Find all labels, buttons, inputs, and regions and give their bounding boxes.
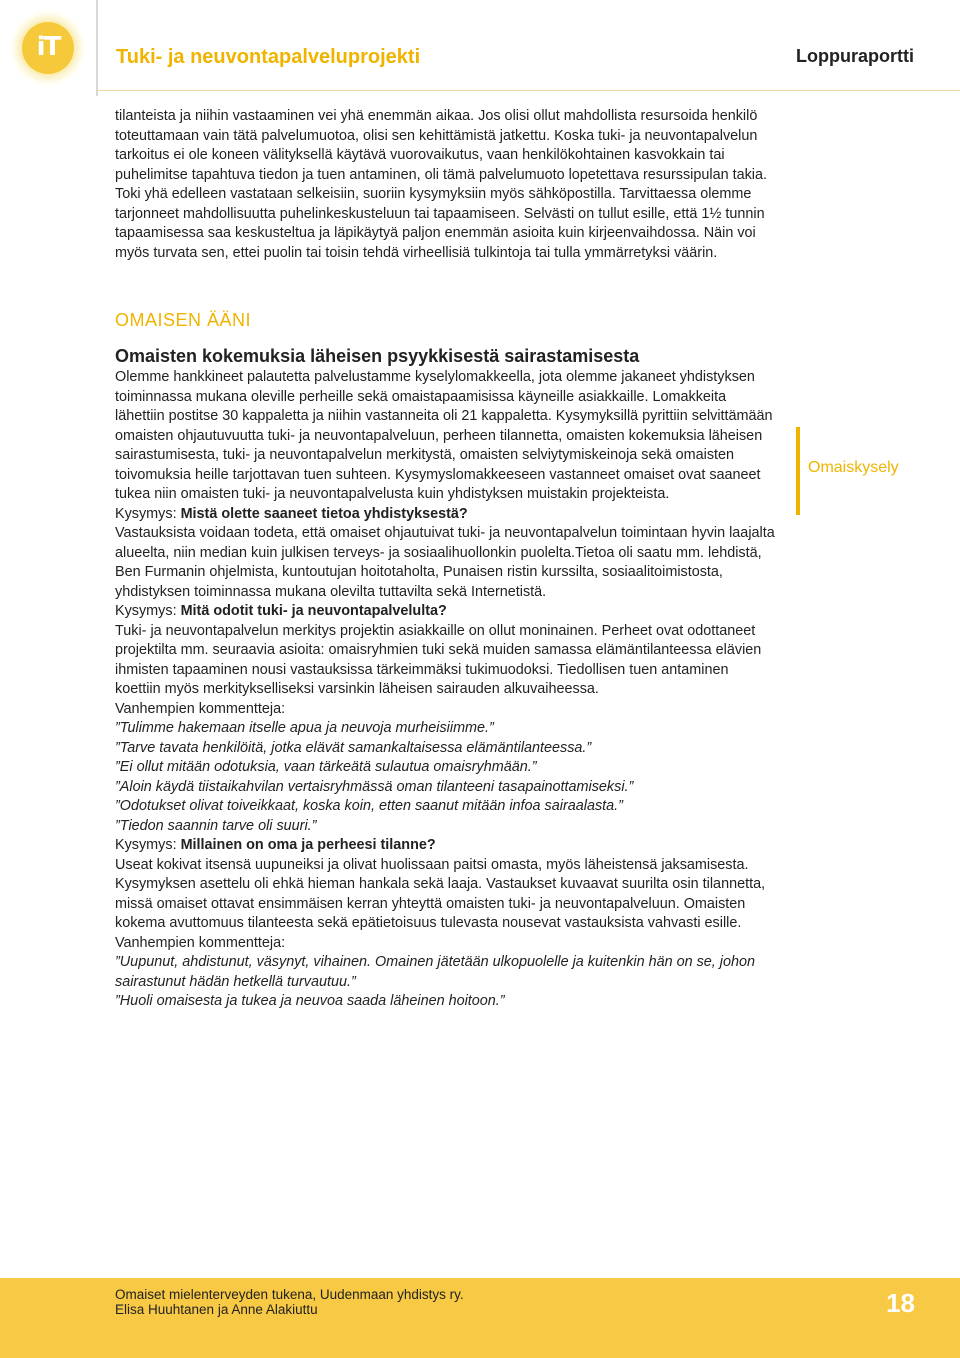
quote: ”Odotukset olivat toiveikkaat, koska koin, etten saanut mitään infoa sairaalasta.”	[115, 798, 623, 814]
page-header	[0, 0, 960, 92]
question-prefix: Kysymys:	[115, 603, 181, 619]
footer-authors: Elisa Huuhtanen ja Anne Alakiuttu	[115, 1302, 318, 1317]
question-prefix: Kysymys:	[115, 837, 181, 853]
sidebar-label: Omaiskysely	[808, 459, 899, 476]
footer-text	[115, 1287, 464, 1317]
question-2	[115, 602, 775, 622]
logo	[22, 22, 74, 74]
main-content	[115, 107, 775, 1012]
question-prefix: Kysymys:	[115, 505, 181, 522]
answer-2: Tuki- ja neuvontapalvelun merkitys projektin asiakkaille on ollut moninainen. Perheet ovat odottaneet projektilta mm. seuraavia asioita: omaisryhmien tuki sekä muiden samassa elämäntilanteessa elävien ihmisten tapaaminen nousi vastauksissa tärkeimmäksi tukimuodoksi. Tiedollisen tuen antaminen koettiin myös merkitykselliseksi varsinkin läheisen sairauden alkuvaiheessa.	[115, 622, 762, 697]
header-title: Tuki- ja neuvontapalveluprojekti	[116, 46, 421, 68]
survey-paragraph: Olemme hankkineet palautetta palvelustamme kyselylomakkeella, jota olemme jakaneet yhdistyksen toiminnassa mukana oleville perheille sekä omaistapaamisissa käyneille asiakkaille. Lomakkeita lähettiin postitse 30 kappaletta ja niihin vastanneita oli 21 kappaletta. Kysymyksillä pyrittiin selvittämään omaisten ohjautuvuutta tuki- ja neuvontapalveluun, perheen tilannetta, omaisten kokemuksia läheisen sairastumisesta, tuki- ja neuvontapalvelun merkitystä, omaisten selviytymiskeinoja sekä omaisten toivomuksia heille tarjottavan tuen suhteen. Kysymyslomakkeeseen vastanneet omaiset ovat saaneet tukea niin omaisten tuki- ja neuvontapalvelusta kuin yhdistyksen muistakin projekteista.	[115, 369, 773, 502]
quote: ”Aloin käydä tiistaikahvilan vertaisryhmässä oman tilanteeni tasapainottamiseksi.”	[115, 778, 634, 795]
header-divider	[96, 0, 98, 96]
logo-text: iT	[36, 32, 60, 62]
page-footer	[0, 1278, 960, 1358]
quote: ”Tarve tavata henkilöitä, jotka elävät samankaltaisessa elämäntilanteessa.”	[115, 739, 592, 756]
section-subheading: Omaisten kokemuksia läheisen psyykkisestä sairastamisesta	[115, 345, 640, 366]
answer-3: Useat kokivat itsensä uupuneiksi ja olivat huolissaan paitsi omasta, myös läheistensä jaksamisesta. Kysymyksen asettelu oli ehkä hieman hankala sekä laaja. Vastaukset kuvaavat suurilta osin tilannetta, missä omaiset ottavat ensimmäisen kerran yhteyttä omaisten tuki- ja neuvontapalveluun. Omaisten kokema avuttomuus tilanteesta sekä epätietoisuus tulevasta nousevat vastauksista vahvasti esille.	[115, 856, 766, 931]
page-number: 18	[886, 1288, 915, 1318]
answer-1: Vastauksista voidaan todeta, että omaiset ohjautuivat tuki- ja neuvontapalvelun toimintaan hyvin laajalta alueelta, niin median kuin julkisen terveys- ja sosiaalihuollonkin puolelta.Tietoa oli saatu mm. lehdistä, Ben Furmanin ohjelmista, kuntoutujan hoitotaholta, Punaisen ristin kurssilta, sosiaalitoimistosta, yhdistyksen toiminnassa mukana olevilta tuttavilta sekä Internetistä.	[115, 525, 775, 600]
quote: ”Huoli omaisesta ja tukea ja neuvoa saada läheinen hoitoon.”	[115, 993, 505, 1009]
section-heading: OMAISEN ÄÄNI	[115, 310, 252, 330]
question-1	[115, 505, 775, 525]
question-3	[115, 836, 775, 856]
intro-paragraph: tilanteista ja niihin vastaaminen vei yhä enemmän aikaa. Jos olisi ollut mahdollista resursoida henkilö toteuttamaan vain tätä palvelumuotoa, olisi sen kehittämistä jatkettu. Koska tuki- ja neuvontapalvelun tarkoitus ei ole koneen välityksellä käytävä vuorovaikutus, vaan henkilökohtainen kasvokkain tai puhelimitse tapahtuva tiedon ja tuen antaminen, oli tämä palvelumuoto lopetettava resurssipulan takia. Toki yhä edelleen vastataan selkeisiin, suoriin kysymyksiin myös sähköpostilla. Tarvittaessa olemme tarjonneet mahdollisuutta puhelinkeskusteluun tai tapaamiseen. Selvästi on tullut esille, että 1½ tunnin tapaamisessa saa keskusteltua ja läpikäytyä paljon enemmän asioita kuin kirjeenvaihdossa. Näin voi myös turvata sen, ettei puolin tai toisin tehdä virheellisiä tulkintoja tai tulla ymmärretyksi väärin.	[115, 108, 767, 261]
quote: ”Tulimme hakemaan itselle apua ja neuvoja murheisiimme.”	[115, 720, 494, 736]
quote: ”Tiedon saannin tarve oli suuri.”	[115, 817, 317, 834]
quote: ”Uupunut, ahdistunut, väsynyt, vihainen. Omainen jätetään ulkopuolelle ja kuitenkin hän on se, johon sairastunut hädän hetkellä turvautuu.”	[115, 954, 756, 990]
sidebar-accent-bar	[796, 427, 800, 515]
question-text: Millainen on oma ja perheesi tilanne?	[180, 837, 436, 853]
question-text: Mitä odotit tuki- ja neuvontapalvelulta?	[180, 603, 447, 619]
header-rule	[96, 90, 960, 91]
comments-label: Vanhempien kommentteja:	[115, 934, 286, 951]
report-type: Loppuraportti	[796, 46, 914, 66]
comments-label: Vanhempien kommentteja:	[115, 700, 286, 717]
quote: ”Ei ollut mitään odotuksia, vaan tärkeätä sulautua omaisryhmään.”	[115, 759, 537, 775]
question-text: Mistä olette saaneet tietoa yhdistyksestä?	[180, 505, 468, 522]
footer-organization: Omaiset mielenterveyden tukena, Uudenmaan yhdistys ry.	[115, 1287, 464, 1302]
